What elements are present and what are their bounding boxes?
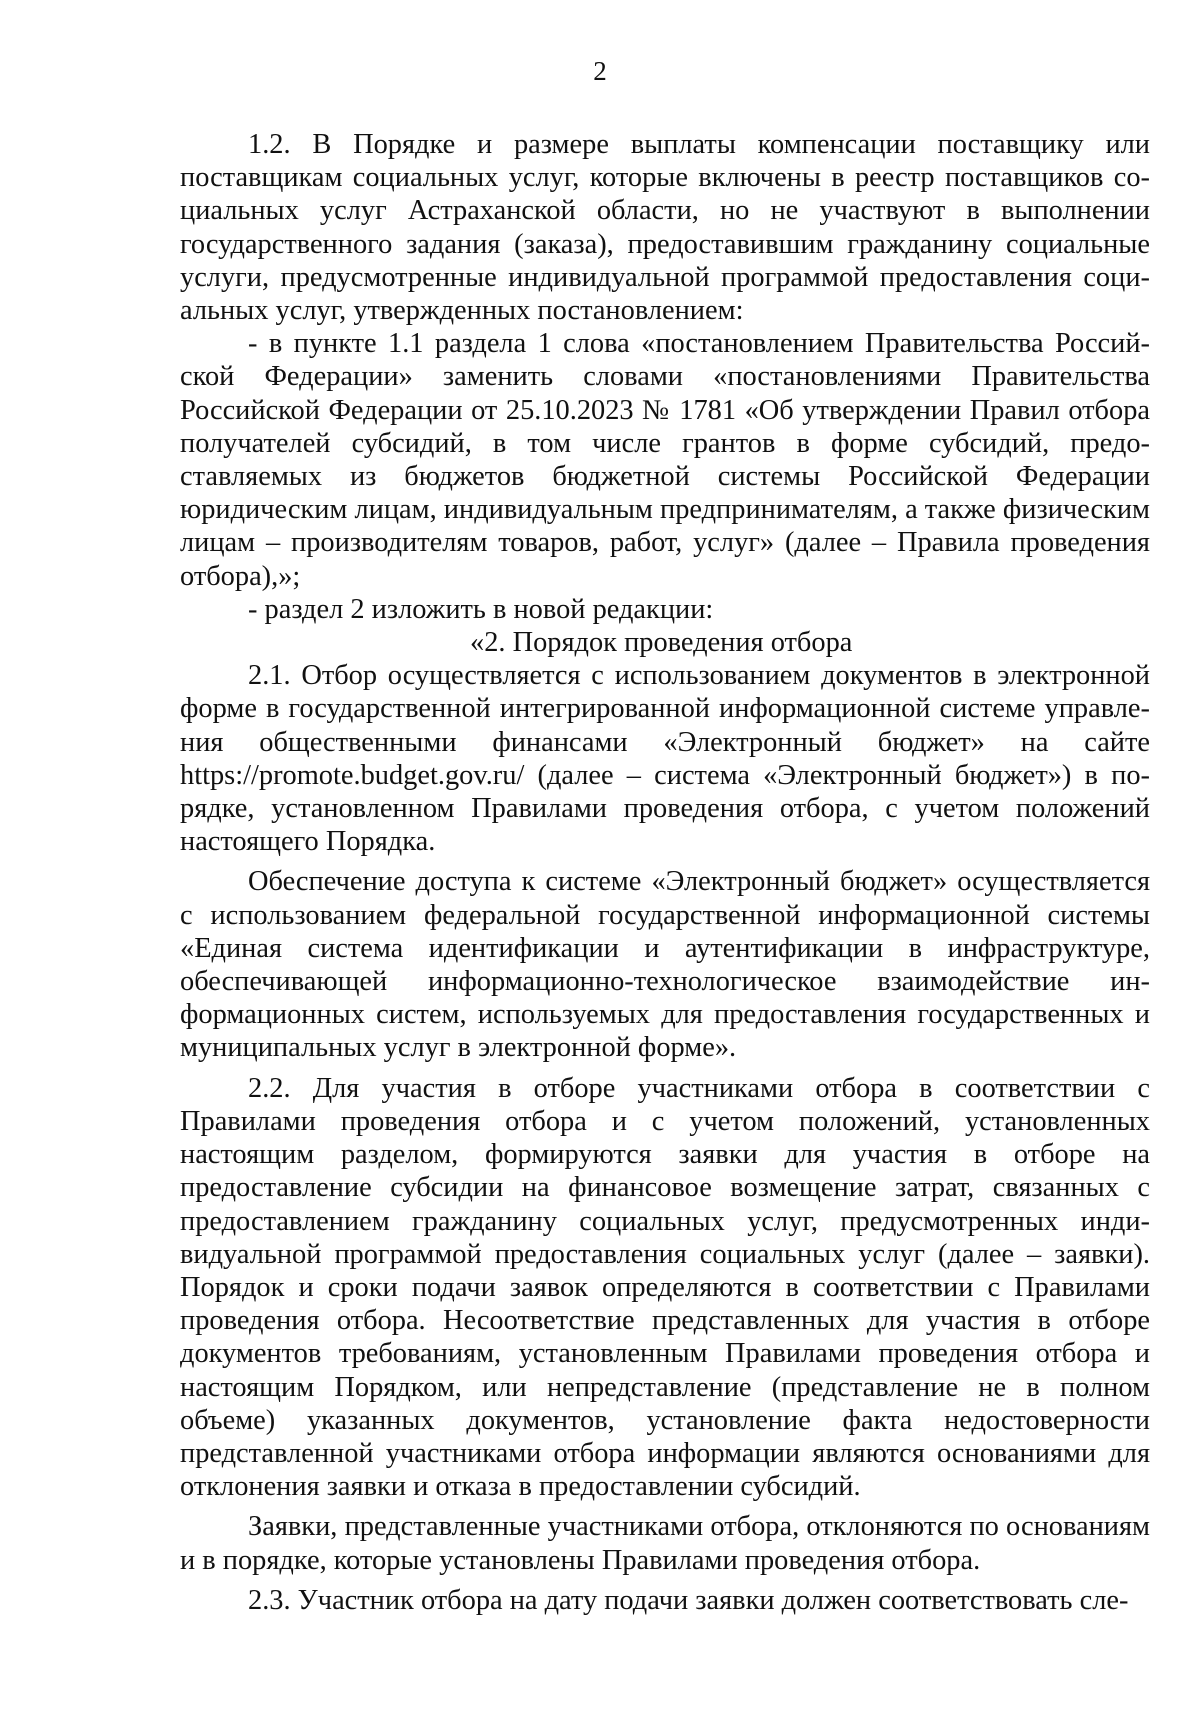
paragraph-applications-rejected: Заявки, представленные участниками отбора, отклоняются по основаниям и в порядке, которые установлены Правилами проведения отбора. [180,1511,1150,1576]
paragraph-1-2: 1.2. В Порядке и размере выплаты компенсации поставщику или поставщикам социальных услуг, которые включены в реестр поставщиков социальных услуг Астраханской области, но не участвуют в выполнении государственного задания (заказа), предоставившим гражданину социальные услуги, предусмотренные индивидуальной программой предоставления социальных услуг, утвержденных постановлением: [180,129,1150,327]
page-number: 2 [593,56,607,86]
paragraph-2-3: 2.3. Участник отбора на дату подачи заявки должен соответствовать сле- [248,1584,1129,1616]
paragraph-item-1-1-amendment: - в пункте 1.1 раздела 1 слова «постановлением Правительства Российской Федерации» заменить словами «постановлениями Правительства Российской Федерации от 25.10.2023 № 1781 «Об утверждении Правил отбора получателей субсидий, в том числе грантов в форме субсидий, предоставляемых из бюджетов бюджетной системы Российской Федерации юридическим лицам, индивидуальным предпринимателям, а также физическим лицам – производителям товаров, работ, услуг» (далее – Правила проведения отбора),»; [180,328,1150,592]
paragraph-2-2: 2.2. Для участия в отборе участниками отбора в соответствии с Правилами проведения отбора и с учетом положений, установленных настоящим разделом, формируются заявки для участия в отборе на предоставление субсидии на финансовое возмещение затрат, связанных с предоставлением гражданину социальных услуг, предусмотренных индивидуальной программой предоставления социальных услуг (далее – заявки). Порядок и сроки подачи заявок определяются в соответствии с Правилами проведения отбора. Несоответствие представленных для участия в отборе документов требованиям, установленным Правилами проведения отбора и настоящим Порядком, или непредставление (представление не в полном объеме) указанных документов, установление факта недостоверности представленной участниками отбора информации являются основаниями для отклонения заявки и отказа в предоставлении субсидий. [180,1072,1150,1503]
document-body [180,128,1150,1617]
paragraph-access-electronic-budget: Обеспечение доступа к системе «Электронный бюджет» осуществляется с использованием федеральной государственной информационной системы «Единая система идентификации и аутентификации в инфраструктуре, обеспечивающей информационно-технологическое взаимодействие информационных систем, используемых для предоставления государственных и муниципальных услуг в электронной форме». [180,866,1150,1064]
paragraph-2-1: 2.1. Отбор осуществляется с использованием документов в электронной форме в государственной интегрированной информационной системе управления общественными финансами «Электронный бюджет» на сайте https://promote.budget.gov.ru/ (далее – система «Электронный бюджет») в порядке, установленном Правилами проведения отбора, с учетом положений настоящего Порядка. [180,660,1150,858]
section-heading-selection-procedure: «2. Порядок проведения отбора [470,627,853,659]
paragraph-section-2-new-edition: - раздел 2 изложить в новой редакции: [248,593,714,625]
